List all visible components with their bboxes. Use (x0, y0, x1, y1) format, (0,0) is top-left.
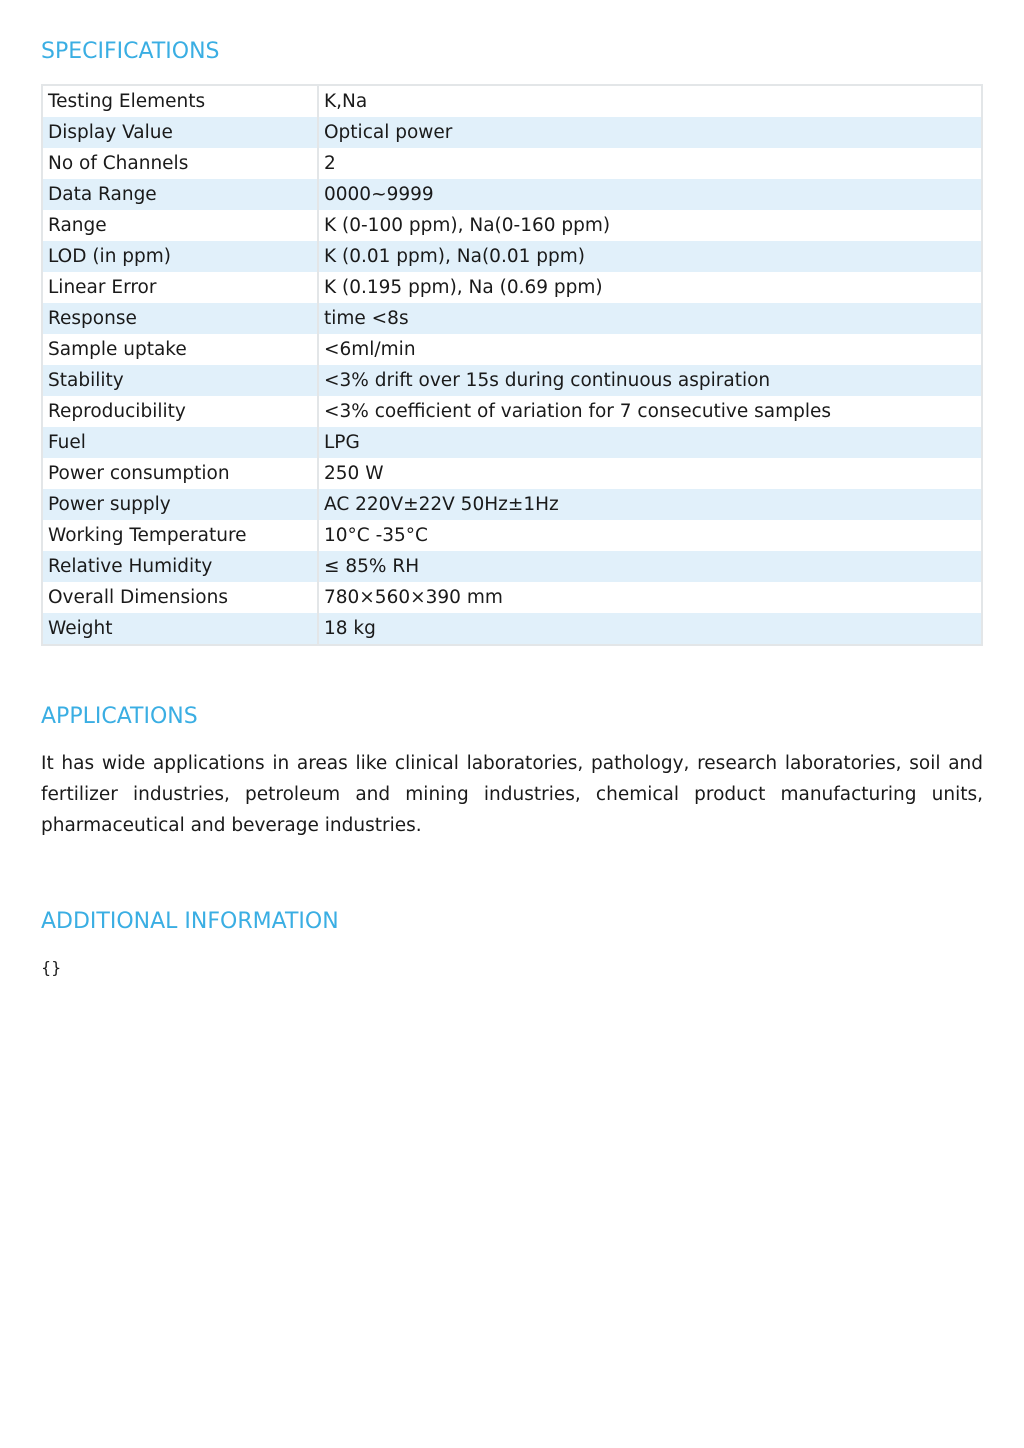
spec-label: LOD (in ppm) (42, 241, 318, 272)
table-row (42, 210, 982, 241)
table-row (42, 179, 982, 210)
table-row (42, 551, 982, 582)
table-row (42, 148, 982, 179)
spec-value: 250 W (318, 458, 982, 489)
spec-label: Power consumption (42, 458, 318, 489)
spec-label: Testing Elements (42, 85, 318, 117)
applications-paragraph: It has wide applications in areas like clinical laboratories, pathology, research laboratories, soil and fertilizer industries, petroleum and mining industries, chemical product manufacturing units, pharmaceutical and beverage industries. (41, 753, 983, 836)
spec-label: Linear Error (42, 272, 318, 303)
table-row (42, 396, 982, 427)
spec-label: Stability (42, 365, 318, 396)
table-row (42, 613, 982, 645)
table-row (42, 520, 982, 551)
spec-value: K (0-100 ppm), Na(0-160 ppm) (318, 210, 982, 241)
spec-label: Sample uptake (42, 334, 318, 365)
spec-label: Reproducibility (42, 396, 318, 427)
additional-information-heading: ADDITIONAL INFORMATION (41, 909, 339, 934)
spec-label: Overall Dimensions (42, 582, 318, 613)
spec-value: time <8s (318, 303, 982, 334)
table-row (42, 303, 982, 334)
table-row (42, 489, 982, 520)
table-row (42, 458, 982, 489)
spec-label: Response (42, 303, 318, 334)
table-row (42, 241, 982, 272)
table-row (42, 272, 982, 303)
table-row (42, 334, 982, 365)
spec-value: K,Na (318, 85, 982, 117)
table-row (42, 427, 982, 458)
spec-label: Weight (42, 613, 318, 645)
spec-value: Optical power (318, 117, 982, 148)
spec-label: No of Channels (42, 148, 318, 179)
spec-value: <3% coefficient of variation for 7 consecutive samples (318, 396, 982, 427)
table-row (42, 365, 982, 396)
spec-value: <3% drift over 15s during continuous aspiration (318, 365, 982, 396)
spec-value: LPG (318, 427, 982, 458)
spec-value: 18 kg (318, 613, 982, 645)
spec-label: Data Range (42, 179, 318, 210)
spec-value: <6ml/min (318, 334, 982, 365)
table-row (42, 117, 982, 148)
spec-label: Display Value (42, 117, 318, 148)
spec-label: Working Temperature (42, 520, 318, 551)
specifications-table (41, 84, 983, 646)
spec-label: Fuel (42, 427, 318, 458)
spec-label: Relative Humidity (42, 551, 318, 582)
spec-value: 2 (318, 148, 982, 179)
spec-value: K (0.01 ppm), Na(0.01 ppm) (318, 241, 982, 272)
spec-value: AC 220V±22V 50Hz±1Hz (318, 489, 982, 520)
table-row (42, 582, 982, 613)
additional-information-text: {} (41, 958, 62, 977)
spec-label: Range (42, 210, 318, 241)
spec-value: 780×560×390 mm (318, 582, 982, 613)
specifications-heading: SPECIFICATIONS (41, 39, 220, 64)
applications-heading: APPLICATIONS (41, 704, 198, 729)
table-row (42, 85, 982, 117)
spec-value: 10°C -35°C (318, 520, 982, 551)
spec-label: Power supply (42, 489, 318, 520)
spec-value: 0000~9999 (318, 179, 982, 210)
spec-value: K (0.195 ppm), Na (0.69 ppm) (318, 272, 982, 303)
spec-value: ≤ 85% RH (318, 551, 982, 582)
